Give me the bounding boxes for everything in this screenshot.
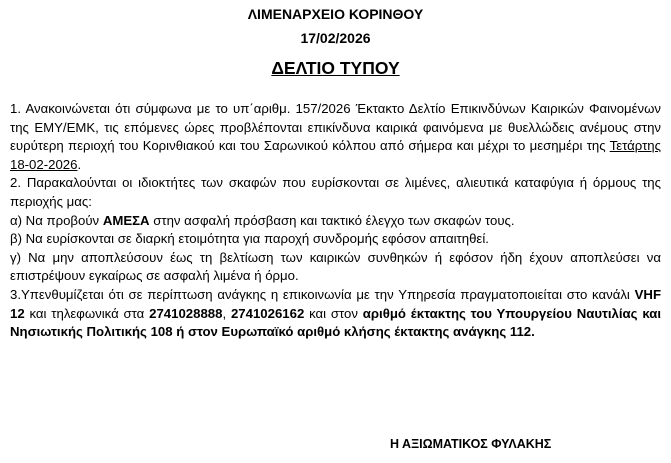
item-b: β) Να ευρίσκονται σε διαρκή ετοιμότητα για παροχή συνδρομής εφόσον απαιτηθεί.	[10, 231, 489, 247]
paragraph-1	[10, 100, 661, 174]
item-a-pre: α) Να προβούν	[10, 212, 103, 228]
document-date: 17/02/2026	[300, 30, 371, 46]
phone-2: 2741026162	[230, 305, 305, 321]
p3-text-3: ,	[222, 305, 231, 321]
vhf-channel: VHF 12	[10, 286, 661, 321]
document-body	[10, 100, 661, 342]
paragraph-3	[10, 286, 661, 342]
p3-text-1: 3.Υπενθυμίζεται ότι σε περίπτωση ανάγκης η επικοινωνία με την Υπηρεσία πραγματοποιείται στο κανάλι	[10, 286, 635, 302]
item-a-bold: ΑΜΕΣΑ	[102, 212, 150, 228]
item-a	[10, 212, 661, 231]
signature: Η ΑΞΙΩΜΑΤΙΚΟΣ ΦΥΛΑΚΗΣ	[390, 437, 552, 451]
paragraph-2: 2. Παρακαλούνται οι ιδιοκτήτες των σκαφών που ευρίσκονται σε λιμένες, αλιευτικά καταφύγια ή όρμους της περιοχής μας:	[10, 175, 661, 209]
p3-text-4: και στον	[304, 305, 363, 321]
organization-name: ΛΙΜΕΝΑΡΧΕΙΟ ΚΟΡΙΝΘΟΥ	[247, 6, 424, 22]
emergency-numbers: αριθμό έκτακτης του Υπουργείου Ναυτιλίας και Νησιωτικής Πολιτικής 108 ή στον Ευρωπαϊκό αριθμό κλήσης έκτακτης ανάγκης 112.	[10, 305, 662, 340]
paragraph-1-end: .	[77, 156, 82, 172]
item-c: γ) Να μην αποπλεύσουν έως τη βελτίωση των καιρικών συνθηκών ή εφόσον ήδη έχουν αποπλεύσει να επιστρέψουν εγκαίρως σε ασφαλή λιμένα ή όρμο.	[10, 249, 661, 284]
p3-text-2: και τηλεφωνικά στα	[24, 305, 150, 321]
phone-1: 2741028888	[149, 305, 223, 321]
document-title: ΔΕΛΤΙΟ ΤΥΠΟΥ	[271, 58, 400, 78]
paragraph-1-date: Τετάρτης 18-02-2026	[10, 138, 661, 172]
item-a-post: στην ασφαλή πρόσβαση και τακτικό έλεγχο των σκαφών τους.	[149, 212, 515, 228]
paragraph-1-text: 1. Ανακοινώνεται ότι σύμφωνα με το υπ΄αριθμ. 157/2026 Έκτακτο Δελτίο Επικινδύνων Καιρικών Φαινομένων της ΕΜΥ/ΕΜΚ, τις επόμενες ώρες προβλέπονται επικίνδυνα καιρικά φαινόμενα με θυελλώδεις ανέμους στην ευρύτερη περιοχή του Κορινθιακού και του Σαρωνικού κόλπου από σήμερα και μέχρι το μεσημέρι της	[10, 101, 661, 154]
